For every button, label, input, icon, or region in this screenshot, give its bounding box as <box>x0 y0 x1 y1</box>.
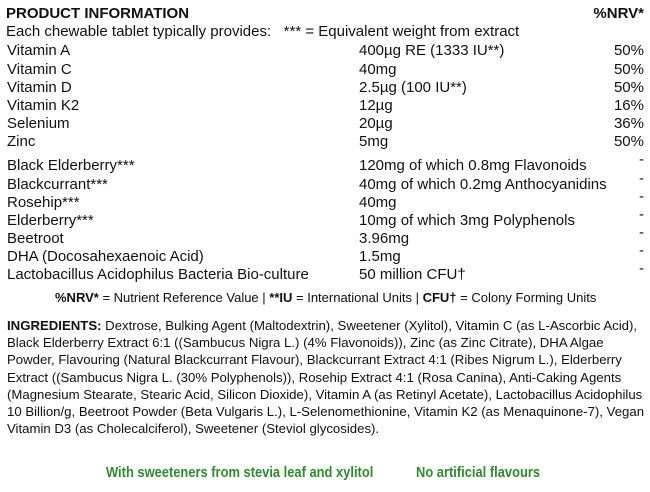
no-artificial-flavours-claim: No artificial flavours <box>416 464 541 481</box>
legend-iu-key: **IU <box>269 290 293 305</box>
extract-nrv: - <box>639 206 644 223</box>
nutrient-name: Vitamin A <box>7 42 71 59</box>
extract-nrv: - <box>639 170 644 187</box>
extract-amount: 1.5mg <box>359 248 401 265</box>
nutrient-row <box>0 42 650 60</box>
nutrient-name: Vitamin K2 <box>7 97 80 114</box>
extract-name: Black Elderberry*** <box>7 157 135 174</box>
nutrient-nrv: 50% <box>613 133 644 150</box>
legend-cfu-key: CFU† <box>422 290 457 305</box>
extract-row <box>0 151 650 175</box>
nutrient-name: Vitamin C <box>7 61 72 78</box>
nutrient-nrv: 50% <box>613 79 644 96</box>
nutrient-amount: 400µg RE (1333 IU**) <box>359 42 505 59</box>
extract-amount: 3.96mg <box>359 230 410 247</box>
nutrient-row <box>0 115 650 133</box>
extract-footnote: *** = Equivalent weight from extract <box>283 23 520 40</box>
nutrient-nrv: 16% <box>613 97 644 114</box>
extract-nrv: - <box>639 188 644 205</box>
extract-nrv: - <box>639 242 644 259</box>
nutrient-amount: 40mg <box>359 61 397 78</box>
nutrient-row <box>0 61 650 79</box>
legend-cfu-text: = Colony Forming Units <box>456 290 597 305</box>
serving-subheading <box>6 23 519 40</box>
nutrient-nrv: 36% <box>613 115 644 132</box>
extract-name: Rosehip*** <box>7 194 80 211</box>
extract-row <box>0 242 650 266</box>
nutrient-name: Selenium <box>7 115 70 132</box>
extract-row <box>0 206 650 230</box>
nrv-column-header: %NRV* <box>593 5 644 22</box>
extract-amount: 10mg of which 3mg Polyphenols <box>359 212 575 229</box>
nutrient-name: Vitamin D <box>7 79 72 96</box>
extract-name: Lactobacillus Acidophilus Bacteria Bio-culture <box>7 266 309 283</box>
nutrient-row <box>0 133 650 151</box>
nutrient-nrv: 50% <box>613 42 644 59</box>
extract-amount: 40mg <box>359 194 397 211</box>
sweetener-claim: With sweeteners from stevia leaf and xylitol <box>106 464 374 481</box>
ingredients-label: INGREDIENTS: <box>7 318 102 333</box>
nutrient-amount: 20µg <box>359 115 393 132</box>
extract-amount: 50 million CFU† <box>359 266 466 283</box>
legend-nrv-key: %NRV* <box>55 290 99 305</box>
legend-nrv-text: = Nutrient Reference Value | <box>98 290 270 305</box>
extract-row <box>0 260 650 284</box>
extract-amount: 40mg of which 0.2mg Anthocyanidins <box>359 176 607 193</box>
ingredients-paragraph <box>7 317 647 437</box>
nutrient-row <box>0 79 650 97</box>
extract-nrv: - <box>639 151 644 168</box>
nutrient-name: Zinc <box>7 133 36 150</box>
extract-amount: 120mg of which 0.8mg Flavonoids <box>359 157 587 174</box>
abbreviation-legend <box>55 290 596 305</box>
extract-nrv: - <box>639 224 644 241</box>
extract-name: Elderberry*** <box>7 212 94 229</box>
nutrient-row <box>0 97 650 115</box>
serving-description: Each chewable tablet typically provides: <box>6 23 272 40</box>
legend-iu-text: = International Units | <box>292 290 423 305</box>
extract-row <box>0 170 650 194</box>
product-information-title: PRODUCT INFORMATION <box>6 5 190 22</box>
extract-row <box>0 188 650 212</box>
extract-name: Blackcurrant*** <box>7 176 108 193</box>
nutrient-amount: 5mg <box>359 133 389 150</box>
ingredients-text: Dextrose, Bulking Agent (Maltodextrin), Sweetener (Xylitol), Vitamin C (as L-Ascorbic Acid), Black Elderberry Extract 6:1 ((Sambucus Nigra L.) (4% Flavonoids)), Zinc (as Zinc Citrate), DHA Algae Powder, Flavouring (Natural Blackcurrant Flavour), Blackcurrant Extract 4:1 (Ribes Nigrum L.), Elderberry Extract ((Sambucus Nigra L. (30% Polyphenols)), Rosehip Extract 4:1 (Rosa Canina), Anti-Caking Agents (Magnesium Stearate, Stearic Acid, Silicon Dioxide), Vitamin A (as Retinyl Acetate), Lactobacillus Acidophilus 10 Billion/g, Beetroot Powder (Beta Vulgaris L.), L-Selenomethionine, Vitamin K2 (as Menaquinone-7), Vegan Vitamin D3 (as Cholecalciferol), Sweetener (Steviol glycosides). <box>7 318 645 437</box>
extract-row <box>0 224 650 248</box>
nutrient-nrv: 50% <box>613 61 644 78</box>
nutrient-amount: 12µg <box>359 97 393 114</box>
extract-name: Beetroot <box>7 230 64 247</box>
extract-name: DHA (Docosahexaenoic Acid) <box>7 248 204 265</box>
nutrient-amount: 2.5µg (100 IU**) <box>359 79 467 96</box>
extract-nrv: - <box>639 260 644 277</box>
